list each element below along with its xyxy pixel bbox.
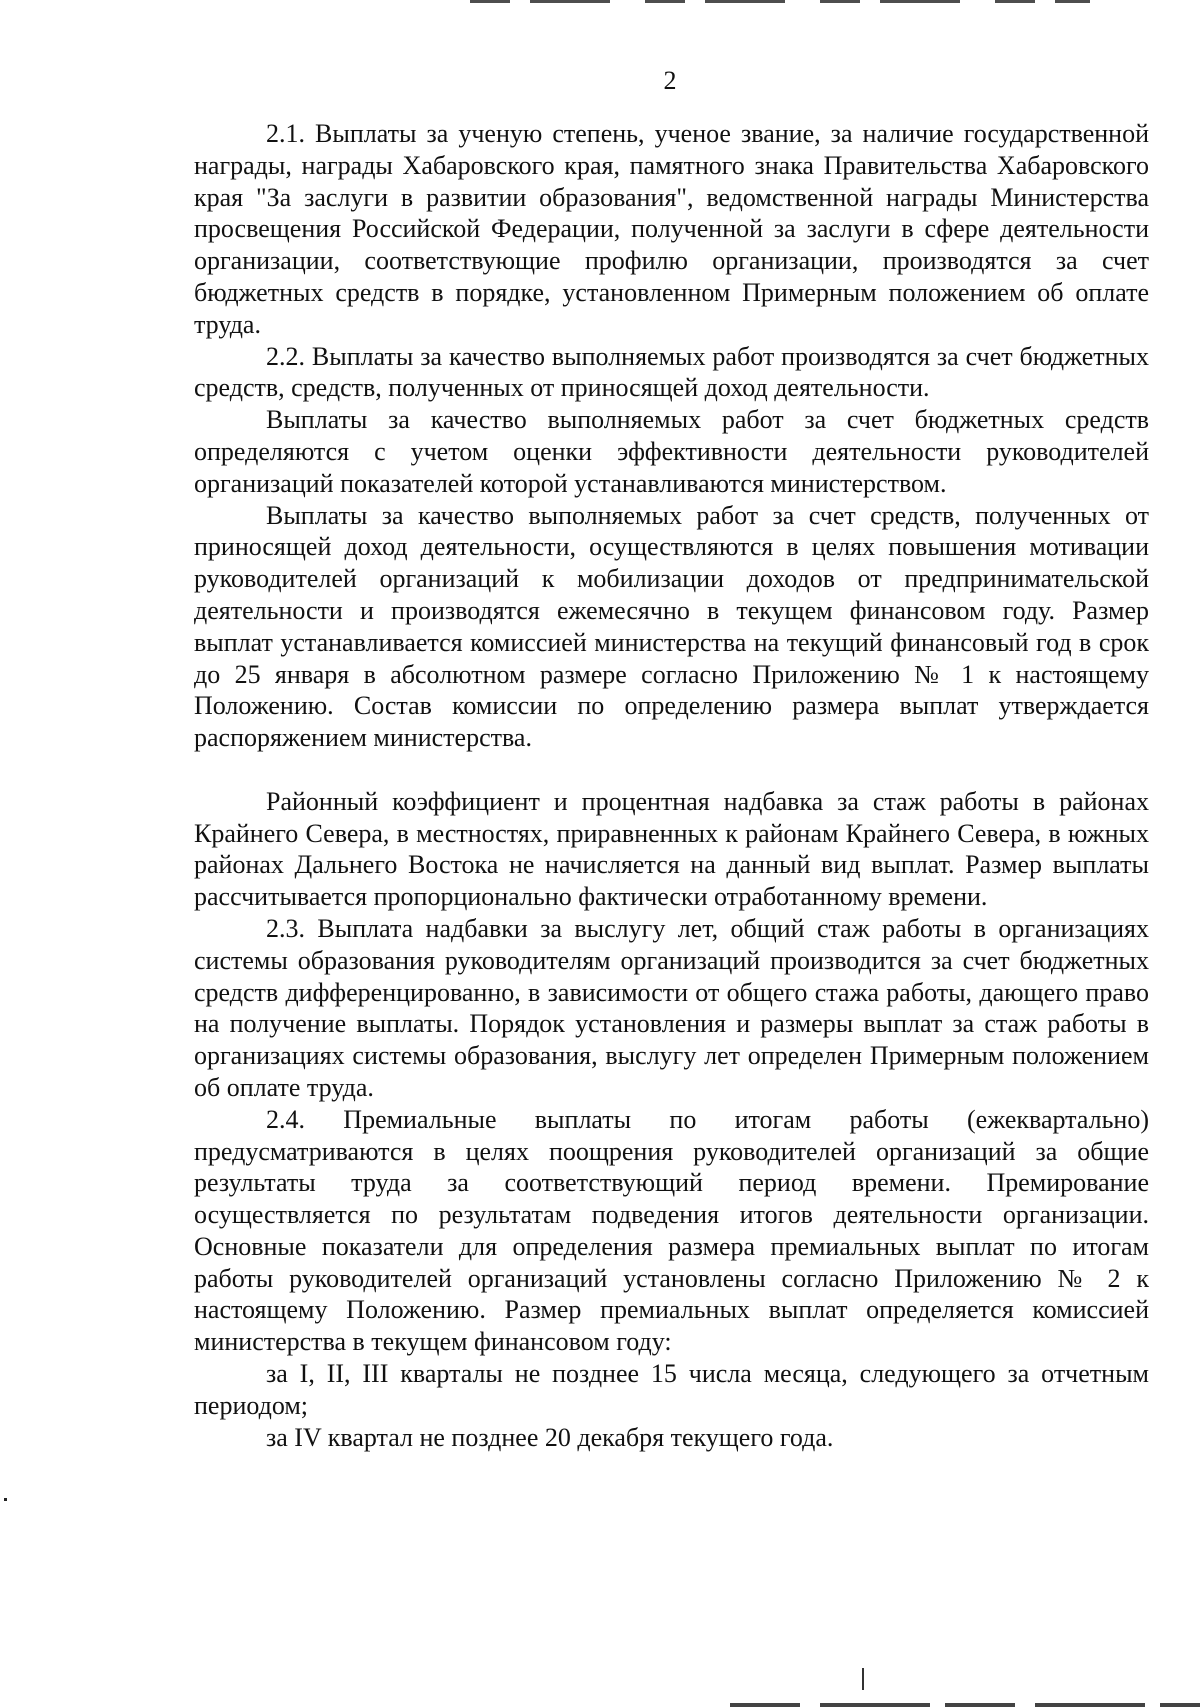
paragraph-2-3: 2.3. Выплата надбавки за выслугу лет, общий стаж работы в организациях системы образования руководителям организаций производится за счет бюджетных средств дифференцированно, в зависимости от общего стажа работы, дающего право на получение выплаты. Порядок установления и размеры выплат за стаж работы в организациях системы образования, выслугу лет определен Примерным положением об оплате труда. (194, 913, 1149, 1102)
paragraph-quarters-1-3: за I, II, III кварталы не позднее 15 числа месяца, следующего за отчетным периодом; (194, 1359, 1149, 1420)
paragraph-2-2: 2.2. Выплаты за качество выполняемых работ производятся за счет бюджетных средств, средств, полученных от приносящей доход деятельности. (194, 341, 1149, 403)
document-body (194, 118, 1149, 1453)
paragraph-quarter-4: за IV квартал не позднее 20 декабря текущего года. (266, 1422, 834, 1452)
paragraph-2-1: 2.1. Выплаты за ученую степень, ученое звание, за наличие государственной награды, награды Хабаровского края, памятного знака Правительства Хабаровского края "За заслуги в развитии образования", ведомственной награды Министерства просвещения Российской Федерации, полученной за заслуги в сфере деятельности организации, соответствующие профилю организации, производятся за счет бюджетных средств в порядке, установленном Примерным положением об оплате труда. (194, 119, 1149, 339)
paragraph-2-4: 2.4. Премиальные выплаты по итогам работы (ежеквартально) предусматриваются в целях поощрения руководителей организаций за общие результаты труда за соответствующий период времени. Премирование осуществляется по результатам подведения итогов деятельности организации. Основные показатели для определения размера премиальных выплат по итогам работы руководителей организаций установлены согласно Приложению № 2 к настоящему Положению. Размер премиальных выплат определяется комиссией министерства в текущем финансовом году: (194, 1104, 1149, 1357)
paragraph-quality-budget: Выплаты за качество выполняемых работ за счет бюджетных средств определяются с учетом оценки эффективности деятельности руководителей организаций показателей которой устанавливаются министерством. (194, 405, 1149, 498)
paragraph-regional-coefficient: Районный коэффициент и процентная надбавка за стаж работы в районах Крайнего Севера, в местностях, приравненных к районам Крайнего Севера, в южных районах Дальнего Востока не начисляется на данный вид выплат. Размер выплаты рассчитывается пропорционально фактически отработанному времени. (194, 786, 1149, 912)
page-number: 2 (663, 66, 677, 95)
scan-artifact-dot (4, 1498, 7, 1501)
paragraph-quality-income: Выплаты за качество выполняемых работ за счет средств, полученных от приносящей доход деятельности, осуществляются в целях повышения мотивации руководителей организаций к мобилизации доходов от предпринимательской деятельности и производятся ежемесячно в текущем финансовом году. Размер выплат устанавливается комиссией министерства на текущий финансовый год в срок до 25 января в абсолютном размере согласно Приложению № 1 к настоящему Положению. Состав комиссии по определению размера выплат утверждается распоряжением министерства. (194, 500, 1149, 753)
scan-artifact-top (470, 0, 1090, 3)
scan-artifact-bottom (730, 1703, 1200, 1707)
scan-artifact-tick (862, 1668, 864, 1690)
